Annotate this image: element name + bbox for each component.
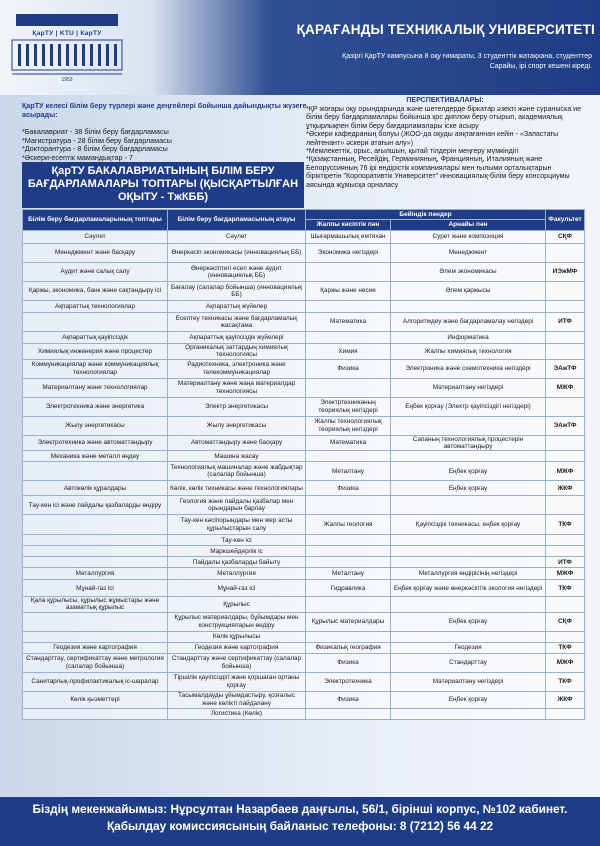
program-cell: Көлік, көлік техникасы және технологиялары xyxy=(168,481,306,496)
table-row xyxy=(23,301,585,313)
faculty-cell: СҚФ xyxy=(546,612,585,631)
table-row xyxy=(23,672,585,691)
program-cell: Мұнай-газ ісі xyxy=(168,580,306,597)
special-subject-cell xyxy=(391,546,546,557)
faculty-cell: ТКФ xyxy=(546,580,585,597)
table-row xyxy=(23,244,585,263)
general-subject-cell: Құрылыс материалдары xyxy=(306,612,391,631)
special-subject-cell: Еңбек қорғау және өнеркәсіптік экология негіздері xyxy=(391,580,546,597)
group-cell: Аудит және салық салу xyxy=(23,263,168,282)
contact-footer xyxy=(0,797,600,846)
program-cell: Органикалық заттардың химиялық технологиясы xyxy=(168,344,306,360)
program-cell: Ақпараттық жүйелер xyxy=(168,301,306,313)
faculty-cell xyxy=(546,708,585,719)
table-row xyxy=(23,332,585,344)
special-subject-cell xyxy=(391,496,546,515)
program-cell: Радиотехника, электроника және телекоммуникациялар xyxy=(168,359,306,378)
group-cell: Ақпараттық қауіпсіздік xyxy=(23,332,168,344)
group-cell: Қала құрылысы, құрылыс жұмыстары және азаматтық құрылыс xyxy=(23,597,168,613)
table-row xyxy=(23,378,585,397)
special-subject-cell: Еңбек қорғау xyxy=(391,481,546,496)
general-subject-cell xyxy=(306,301,391,313)
program-cell: Электр энергетикасы xyxy=(168,397,306,416)
table-row xyxy=(23,231,585,244)
group-cell: Көлік қызметтері xyxy=(23,691,168,708)
table-row xyxy=(23,282,585,301)
general-subject-cell xyxy=(306,597,391,613)
program-cell: Құрылыс xyxy=(168,597,306,613)
group-cell xyxy=(23,631,168,642)
education-levels-list xyxy=(22,128,312,163)
program-cell: Бағалау (салалар бойынша) (инновациялық ББ) xyxy=(168,282,306,301)
group-cell xyxy=(23,462,168,481)
general-subject-cell: Шығармашылық емтихан xyxy=(306,231,391,244)
table-row xyxy=(23,416,585,435)
list-item: *Бакалавриат - 38 білім беру бағдарламасы xyxy=(22,127,169,136)
general-subject-cell xyxy=(306,451,391,462)
general-subject-cell xyxy=(306,557,391,568)
special-subject-cell: Геодезия xyxy=(391,642,546,653)
program-cell: Тасымалдауды ұйымдастыру, қозғалыс және көлікті пайдалану xyxy=(168,691,306,708)
special-subject-cell: Жалпы химиялық технология xyxy=(391,344,546,360)
table-row xyxy=(23,263,585,282)
faculty-cell xyxy=(546,397,585,416)
general-subject-cell: Жалпы технологиялық теориялық негіздері xyxy=(306,416,391,435)
special-subject-cell xyxy=(391,708,546,719)
list-item: *Магистратура - 28 білім беру бағдарламасы xyxy=(22,135,172,145)
table-row xyxy=(23,462,585,481)
special-subject-cell: Информатика xyxy=(391,332,546,344)
program-cell: Тіршілік қауіпсіздігі және қоршаған ортаны қорғау xyxy=(168,672,306,691)
education-levels xyxy=(22,101,312,163)
phone-line: Қабылдау комиссиясының байланыс телефоны: 8 (7212) 56 44 22 xyxy=(106,819,494,833)
program-cell: Құрылыс материалдары, бұйымдары мен конструкцияларын өндіру xyxy=(168,612,306,631)
group-cell: Мұнай-газ ісі xyxy=(23,580,168,597)
general-subject-cell xyxy=(306,332,391,344)
perspective-item: *Қазақстанның, Ресейдің, Германияның, Францияның, Италияның және Белоруссияның 76 ірі өндірістік компаниялары мен ғылыми орталықтарын біріктіретін "Корпоративтік Университет" инновациялық-білім беру консорциумы аясында жұмысқа орналасу xyxy=(306,155,570,189)
faculty-cell xyxy=(546,332,585,344)
general-subject-cell: Электртехниканың теориялық негіздері xyxy=(306,397,391,416)
program-cell: Логистика (Көлік) xyxy=(168,708,306,719)
program-cell: Тау-кен ісі xyxy=(168,535,306,546)
table-row xyxy=(23,546,585,557)
group-cell xyxy=(23,708,168,719)
general-subject-cell: Физика xyxy=(306,653,391,672)
special-subject-cell: Стандарттау xyxy=(391,653,546,672)
group-cell xyxy=(23,515,168,535)
group-cell: Стандарттау, сертификаттау және метрология (салалар бойынша) xyxy=(23,653,168,672)
program-cell: Стандарттау және сертификаттау (салалар бойынша) xyxy=(168,653,306,672)
program-cell: Технологиялық машиналар және жабдықтар (салалар бойынша) xyxy=(168,462,306,481)
campus-description: Қазіргі ҚарТУ кампусына 8 оқу ғимараты, 3 студенттік жатақхана, студенттер Сарайы, ірі спорт кешені кіреді. xyxy=(342,53,592,70)
group-cell: Материалтану және технологиялар xyxy=(23,378,168,397)
special-subject-cell: Еңбек қорғау (Электр қауіпсіздігі негіздері) xyxy=(391,397,546,416)
special-subject-cell: Сапаның технологиялық процестерін автоматтандыру xyxy=(391,435,546,451)
perspectives-heading: ПЕРСПЕКТИВАЛАРЫ: xyxy=(406,96,484,104)
faculty-cell: ЭАжТФ xyxy=(546,416,585,435)
faculty-cell: ИЭжМФ xyxy=(546,263,585,282)
group-cell xyxy=(23,612,168,631)
group-cell: Ақпараттық технологиялар xyxy=(23,301,168,313)
group-cell: Химиялық инженерия және процестер xyxy=(23,344,168,360)
group-cell: Менеджмент және басқару xyxy=(23,244,168,263)
logo-year: 1953 xyxy=(61,77,73,83)
faculty-cell xyxy=(546,301,585,313)
faculty-cell: СҚФ xyxy=(546,231,585,244)
column-header-program: Білім беру бағдарламасының атауы xyxy=(168,210,306,231)
special-subject-cell xyxy=(391,557,546,568)
faculty-cell: МЖФ xyxy=(546,462,585,481)
special-subject-cell xyxy=(391,416,546,435)
special-subject-cell: Қауіпсіздік техникасы, еңбек қорғау xyxy=(391,515,546,535)
address-line: Біздің мекенжайымыз: Нұрсұлтан Назарбаев даңғылы, 56/1, бірінші корпус, №102 кабинет. xyxy=(32,802,568,816)
list-item: *Докторантура - 8 білім беру бағдарламасы xyxy=(22,144,168,154)
column-header-first-subject: Жалпы кәсіптік пән xyxy=(306,220,391,231)
faculty-cell: ИТФ xyxy=(546,557,585,568)
program-cell: Есептеу техникасы және бағдарламалық жасақтама xyxy=(168,313,306,332)
program-cell: Өнеркәсіп экономикасы (инновациялық ББ) xyxy=(168,244,306,263)
group-cell: Тау-кен ісі және пайдалы қазбаларды өндіру xyxy=(23,496,168,515)
general-subject-cell: Физика xyxy=(306,359,391,378)
general-subject-cell xyxy=(306,496,391,515)
special-subject-cell: Менеджмент xyxy=(391,244,546,263)
special-subject-cell xyxy=(391,535,546,546)
general-subject-cell: Физикалық география xyxy=(306,642,391,653)
table-row xyxy=(23,612,585,631)
faculty-cell: МЖФ xyxy=(546,568,585,580)
special-subject-cell: Әлем қаржысы xyxy=(391,282,546,301)
table-row xyxy=(23,557,585,568)
program-cell: Металлургия xyxy=(168,568,306,580)
table-row xyxy=(23,691,585,708)
table-row xyxy=(23,397,585,416)
faculty-cell: ТКФ xyxy=(546,642,585,653)
faculty-cell: ТКФ xyxy=(546,515,585,535)
faculty-cell xyxy=(546,535,585,546)
group-cell: Металлургия xyxy=(23,568,168,580)
column-header-group: Білім беру бағдарламаларының топтары xyxy=(23,210,168,231)
perspective-item: *Әскери кафедраның болуы (ЖОО-да оқуды аяқтағаннан кейін - «Запастағы лейтенант» әскери атағын алу») xyxy=(306,130,559,147)
program-cell: Өнеркәсіптегі есеп және аудит (инновациялық ББ) xyxy=(168,263,306,282)
special-subject-cell: Еңбек қорғау xyxy=(391,612,546,631)
program-cell: Пайдалы қазбаларды байыту xyxy=(168,557,306,568)
faculty-cell xyxy=(546,631,585,642)
table-row xyxy=(23,451,585,462)
faculty-cell: МЖФ xyxy=(546,653,585,672)
general-subject-cell: Гидравлика xyxy=(306,580,391,597)
group-cell xyxy=(23,546,168,557)
general-subject-cell: Химия xyxy=(306,344,391,360)
table-row xyxy=(23,708,585,719)
table-row xyxy=(23,653,585,672)
table-row xyxy=(23,515,585,535)
program-cell: Тау-кен кәсіпорындары мен жер асты құрылыстарын салу xyxy=(168,515,306,535)
general-subject-cell: Металтану xyxy=(306,568,391,580)
general-subject-cell: Металтану xyxy=(306,462,391,481)
perspective-item: *ҚР жоғары оқу орындарында және шетелдерде біркатар әзекті және сураныска ие білім беру бағдарламалары бойынша қос диплом беру отырып, академиялық ұтқырлықпен білім беру бағдарламалары іске асыру xyxy=(306,105,582,130)
program-cell: Машина жасау xyxy=(168,451,306,462)
special-subject-cell: Материалтану негіздері xyxy=(391,672,546,691)
group-cell xyxy=(23,535,168,546)
special-subject-cell xyxy=(391,451,546,462)
special-subject-cell: Еңбек қорғау xyxy=(391,462,546,481)
group-cell: Автокөлік құралдары xyxy=(23,481,168,496)
group-cell: Электротехника және энергетика xyxy=(23,397,168,416)
special-subject-cell: Сурет және композиция xyxy=(391,231,546,244)
table-row xyxy=(23,344,585,360)
faculty-cell xyxy=(546,282,585,301)
faculty-cell: ИТФ xyxy=(546,313,585,332)
programs-table-body xyxy=(23,231,585,720)
group-cell: Коммуникациялар және коммуникациялық технологиялар xyxy=(23,359,168,378)
group-cell: Жылу энергетикасы xyxy=(23,416,168,435)
table-row xyxy=(23,535,585,546)
column-header-second-subject: Арнайы пән xyxy=(391,220,546,231)
table-row xyxy=(23,496,585,515)
faculty-cell xyxy=(546,344,585,360)
general-subject-cell: Экономика негіздері xyxy=(306,244,391,263)
perspectives-section xyxy=(306,96,584,189)
program-cell: Ақпараттық қауіпсіздік жүйелері xyxy=(168,332,306,344)
faculty-cell: ЖКФ xyxy=(546,691,585,708)
special-subject-cell: Әлем экономикасы xyxy=(391,263,546,282)
special-subject-cell xyxy=(391,597,546,613)
education-levels-heading: ҚарТУ келесі білім беру түрлері және деңгейлері бойынша дайындықты жүзеге асырады: xyxy=(22,101,307,119)
general-subject-cell xyxy=(306,708,391,719)
faculty-cell xyxy=(546,435,585,451)
general-subject-cell: Математика xyxy=(306,313,391,332)
special-subject-cell: Еңбек қорғау xyxy=(391,691,546,708)
special-subject-cell xyxy=(391,301,546,313)
group-cell: Геодезия және картография xyxy=(23,642,168,653)
general-subject-cell xyxy=(306,546,391,557)
table-row xyxy=(23,313,585,332)
special-subject-cell: Алгоритмдеу және бағдарламалау негіздері xyxy=(391,313,546,332)
group-cell xyxy=(23,557,168,568)
program-cell: Маркшейдерлік іс xyxy=(168,546,306,557)
group-cell: Сәулет xyxy=(23,231,168,244)
group-cell xyxy=(23,313,168,332)
faculty-cell: ЖКФ xyxy=(546,481,585,496)
program-cell: Автоматтандыру және басқару xyxy=(168,435,306,451)
table-row xyxy=(23,580,585,597)
special-subject-cell: Металлургия өндірісінің негіздері xyxy=(391,568,546,580)
table-row xyxy=(23,481,585,496)
general-subject-cell: Қаржы және несие xyxy=(306,282,391,301)
general-subject-cell: Жалпы геология xyxy=(306,515,391,535)
table-row xyxy=(23,631,585,642)
university-title: ҚАРАҒАНДЫ ТЕХНИКАЛЫҚ УНИВЕРСИТЕТІ xyxy=(296,22,595,37)
group-cell: Санитарлық-профилактикалық іс-шаралар xyxy=(23,672,168,691)
faculty-cell: МЖФ xyxy=(546,378,585,397)
group-cell: Электротехника және автоматтандыру xyxy=(23,435,168,451)
faculty-cell xyxy=(546,597,585,613)
program-cell: Геология және пайдалы қазбалар мен орындарын барлау xyxy=(168,496,306,515)
faculty-cell xyxy=(546,244,585,263)
group-cell: Механика және металл өңдеу xyxy=(23,451,168,462)
table-row xyxy=(23,597,585,613)
general-subject-cell: Физика xyxy=(306,691,391,708)
table-row xyxy=(23,435,585,451)
program-cell: Материалтану және жаңа материалдар технологиясы xyxy=(168,378,306,397)
column-header-faculty: Факультет xyxy=(546,210,585,231)
program-cell: Жылу энергетикасы xyxy=(168,416,306,435)
general-subject-cell xyxy=(306,535,391,546)
general-subject-cell xyxy=(306,631,391,642)
table-row xyxy=(23,359,585,378)
programs-table xyxy=(22,209,585,720)
column-header-profile: Бейіндік пәндер xyxy=(306,210,546,220)
faculty-cell: ТКФ xyxy=(546,672,585,691)
perspective-item: *Мемлекеттік, орыс, ағылшын, қытай тілдерін меңгеру мүмкіндігі xyxy=(306,147,519,156)
faculty-cell xyxy=(546,451,585,462)
faculty-cell: ЭАжТФ xyxy=(546,359,585,378)
program-cell: Сәулет xyxy=(168,231,306,244)
logo-text: ҚарТУ | KTU | КарТУ xyxy=(32,30,102,37)
table-row xyxy=(23,642,585,653)
general-subject-cell: Электротехника xyxy=(306,672,391,691)
list-item: *Әскери-есептік мамандықтар - 7 xyxy=(22,153,133,163)
special-subject-cell: Материалтану негіздері xyxy=(391,378,546,397)
general-subject-cell xyxy=(306,263,391,282)
program-cell: Геодезия және картография xyxy=(168,642,306,653)
special-subject-cell xyxy=(391,631,546,642)
table-row xyxy=(23,568,585,580)
group-cell: Қаржы, экономика, банк және сақтандыру ісі xyxy=(23,282,168,301)
university-logo xyxy=(6,6,128,86)
general-subject-cell: Математика xyxy=(306,435,391,451)
program-cell: Көлік құрылысы xyxy=(168,631,306,642)
general-subject-cell: Физика xyxy=(306,481,391,496)
program-groups-title: ҚарТУ БАКАЛАВРИАТЫНЫҢ БІЛІМ БЕРУ БАҒДАРЛАМАЛАРЫ ТОПТАРЫ (ҚЫСҚАРТЫЛҒАН ОҚЫТУ - ТжКББ) xyxy=(22,162,304,208)
faculty-cell xyxy=(546,546,585,557)
special-subject-cell: Электроника және схемотехника негіздері xyxy=(391,359,546,378)
general-subject-cell xyxy=(306,378,391,397)
faculty-cell xyxy=(546,496,585,515)
header-banner xyxy=(0,0,600,95)
